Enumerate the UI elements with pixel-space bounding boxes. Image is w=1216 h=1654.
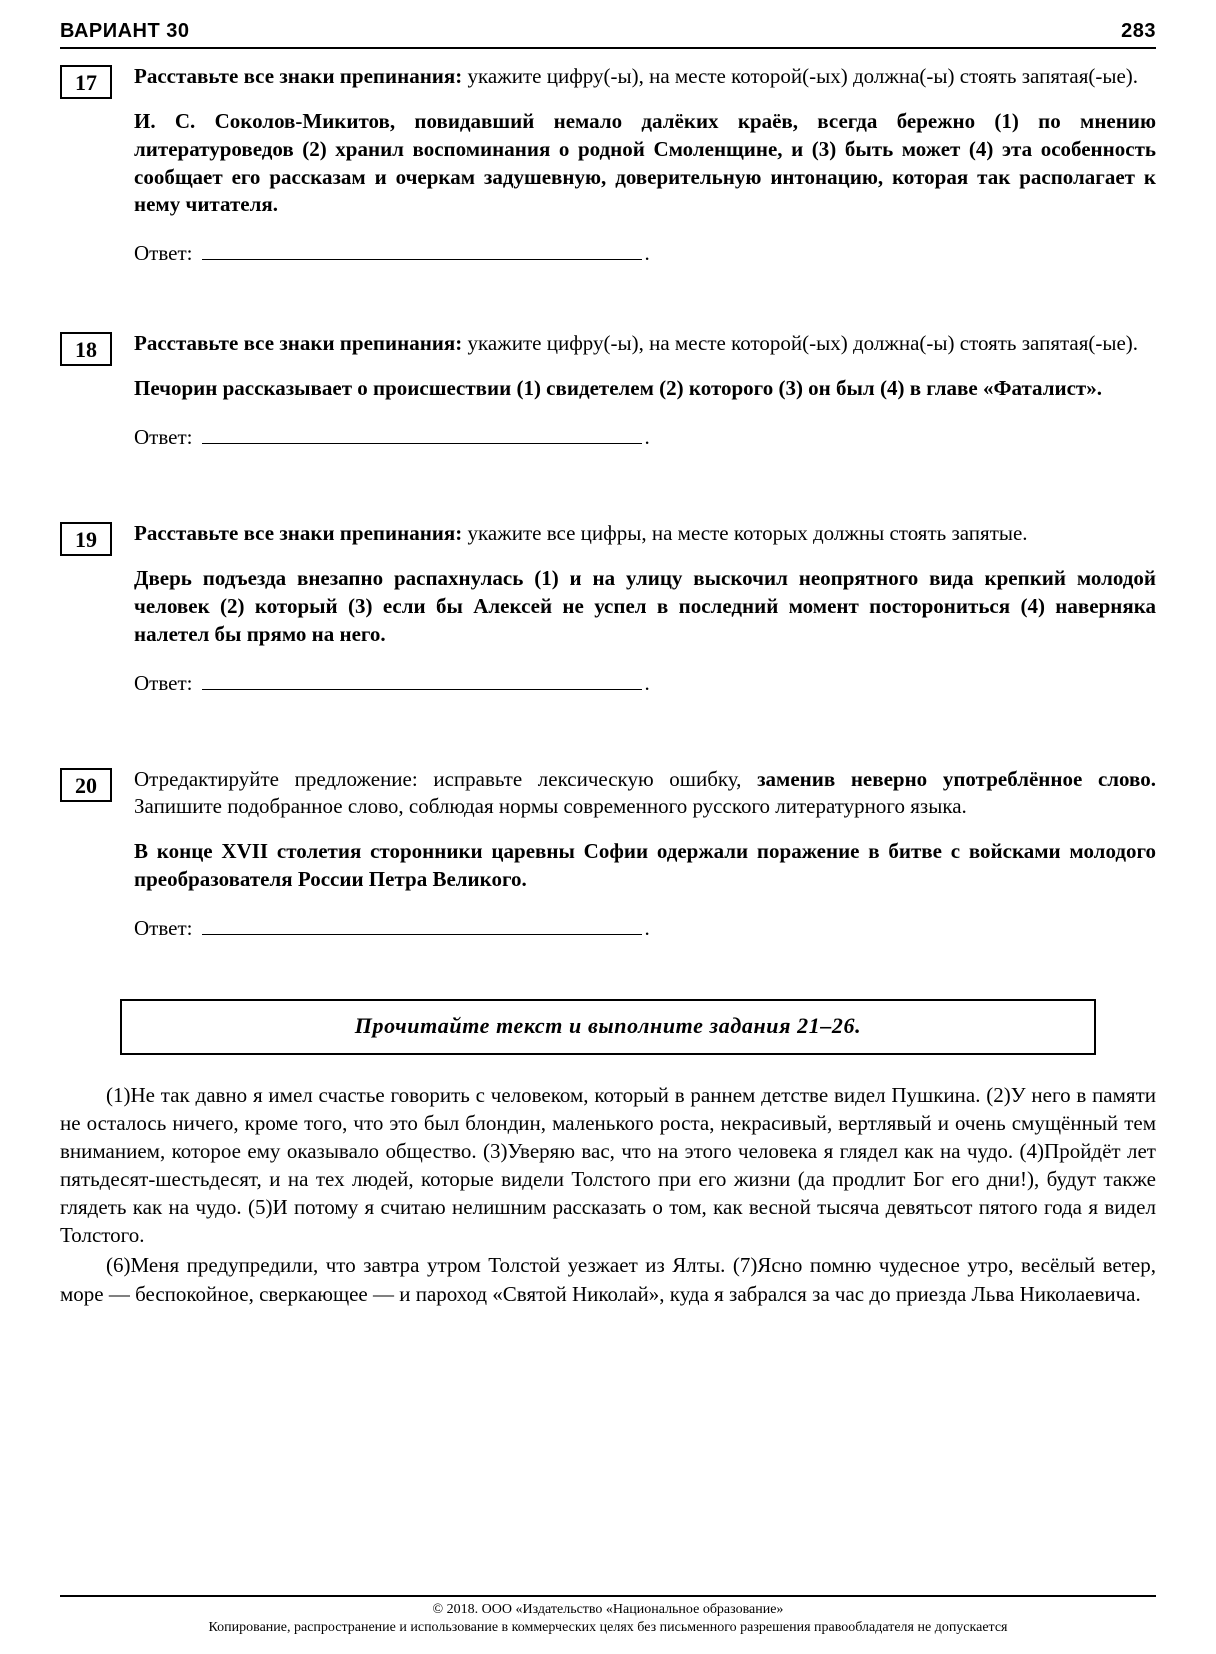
answer-row [134,425,1156,450]
page-footer [60,1595,1156,1636]
reading-instruction-text: Прочитайте текст и выполните задания 21–26. [354,1012,862,1038]
task-prompt [134,330,1156,357]
task-number-badge: 19 [60,522,112,556]
task-sentence: Печорин рассказывает о происшествии (1) свидетелем (2) которого (3) он был (4) в главе «Фаталист». [134,376,1102,401]
task-sentence: В конце XVII столетия сторонники царевны Софии одержали поражение в битве с войсками молодого преобразователя России Петра Великого. [134,839,1156,891]
task-prompt-rest-2: Запишите подобранное слово, соблюдая нормы современного русского литературного языка. [134,793,967,818]
task-sentence: И. С. Соколов-Микитов, повидавший немало далёких краёв, всегда бережно (1) по мнению литературоведов (2) хранил воспоминания о родной Смоленщине, и (3) быть может (4) эта особенность сообщает его рассказам и очеркам задушевную, доверительную интонацию, которая так располагает к нему читателя. [134,109,1156,217]
footer-divider [60,1595,1156,1597]
task-prompt-bold: Расставьте все знаки препинания: [134,64,463,88]
answer-row [134,916,1156,941]
answer-period: . [644,425,650,450]
task-prompt-rest: укажите цифру(-ы), на месте которой(-ых) должна(-ы) стоять запятая(-ые). [462,64,1139,88]
task-17 [60,63,1156,272]
page-header [60,0,1156,47]
task-prompt-bold: заменив неверно употреблённое слово. [757,766,1156,791]
answer-input-line[interactable] [202,920,642,935]
spacer [60,462,1156,520]
task-number-badge: 20 [60,768,112,802]
task-prompt-rest: укажите все цифры, на месте которых должны стоять запятые. [462,521,1028,546]
answer-input-line[interactable] [202,245,642,260]
task-18 [60,330,1156,456]
passage-paragraph: (1)Не так давно я имел счастье говорить с человеком, который в раннем детстве видел Пушкина. (2)У него в памяти не осталось ничего, кроме того, что это был блондин, маленького роста, некрасивый, вертлявый и очень смущённый тем вниманием, которое ему оказывало общество. (3)Уверяю вас, что на этого человека я глядел как на чудо. (4)Пройдёт лет пятьдесят-шестьдесят, и на тех людей, которые видели Толстого при его жизни (да продлит Бог его дни!), будут также глядеть как на чудо. (5)И потому я считаю нелишним рассказать о том, как весной тысяча девятьсот пятого года я видел Толстого. [60,1082,1156,1248]
passage-paragraph: (6)Меня предупредили, что завтра утром Толстой уезжает из Ялты. (7)Ясно помню чудесное утро, весёлый ветер, море — беспокойное, сверкающее — и пароход «Святой Николай», куда я забрался за час до приезда Льва Николаевича. [60,1253,1156,1306]
task-prompt-bold: Расставьте все знаки препинания: [134,331,463,356]
answer-label: Ответ: [134,241,193,266]
answer-label: Ответ: [134,670,193,695]
spacer [60,953,1156,989]
answer-row [134,671,1156,696]
answer-row [134,241,1156,266]
task-number-badge: 17 [60,65,112,99]
answer-label: Ответ: [134,915,193,940]
task-sentence: Дверь подъезда внезапно распахнулась (1) и на улицу выскочил неопрятного вида крепкий молодой человек (2) который (3) если бы Алексей не успел в последний момент посторониться (4) наверняка налетел бы прямо на него. [134,566,1156,646]
header-divider [60,47,1156,49]
answer-period: . [644,915,650,940]
task-prompt-rest: Отредактируйте предложение: исправьте лексическую ошибку, [134,766,758,791]
footer-notice: Копирование, распространение и использование в коммерческих целях без письменного разрешения правообладателя не допускается [208,1620,1008,1635]
task-prompt [134,520,1156,547]
task-content [134,520,1156,701]
spacer [60,278,1156,330]
answer-input-line[interactable] [202,675,642,690]
answer-period: . [644,241,650,266]
task-prompt-rest: укажите цифру(-ы), на месте которой(-ых) должна(-ы) стоять запятая(-ые). [462,331,1139,356]
task-content [134,63,1156,272]
task-prompt [134,63,1156,90]
answer-label: Ответ: [134,425,193,450]
task-content [134,766,1156,947]
footer-copyright: © 2018. ООО «Издательство «Национальное образование» [432,1602,784,1617]
variant-label: ВАРИАНТ 30 [60,20,190,42]
answer-period: . [644,670,650,695]
spacer [60,708,1156,766]
reading-passage [60,1081,1156,1308]
task-content [134,330,1156,456]
answer-input-line[interactable] [202,429,642,444]
task-prompt-bold: Расставьте все знаки препинания: [134,521,463,546]
task-20 [60,766,1156,947]
task-19 [60,520,1156,701]
page-number: 283 [1121,20,1156,42]
reading-instruction-box [120,999,1096,1055]
task-prompt [134,766,1156,821]
task-number-badge: 18 [60,332,112,366]
